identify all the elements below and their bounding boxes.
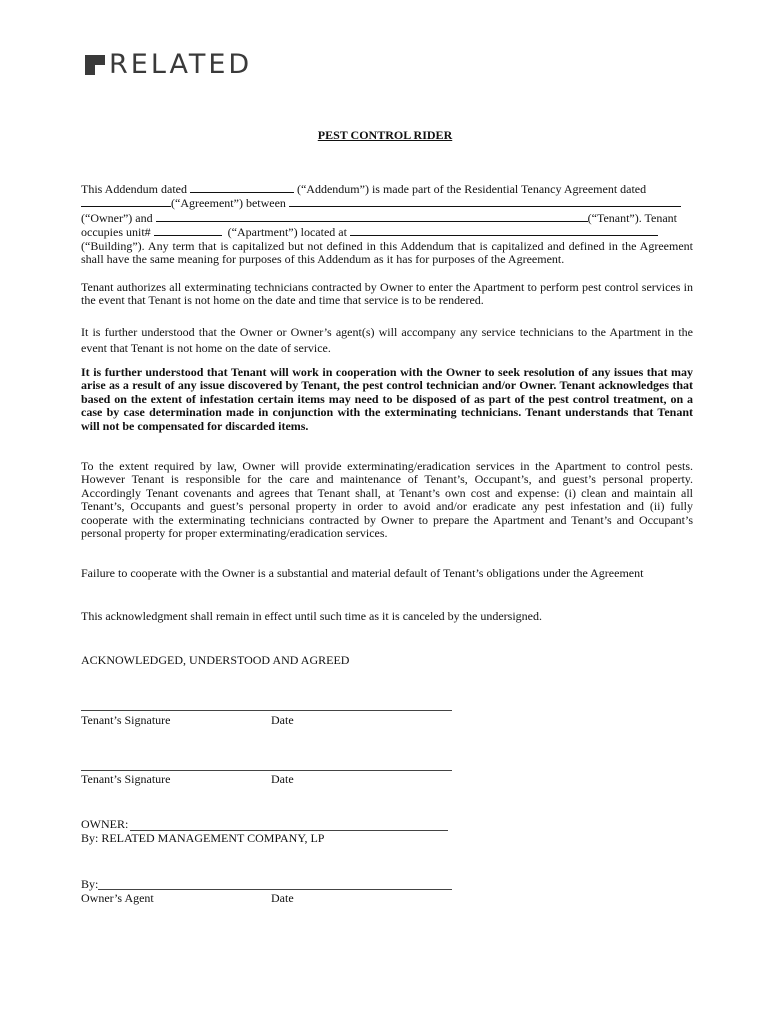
tenant-signature-label-1: Tenant’s Signature [81, 713, 171, 727]
owner-label: OWNER: [81, 817, 129, 831]
paragraph-effect: This acknowledgment shall remain in effect until such time as it is canceled by the undersigned. [81, 609, 542, 623]
acknowledgment-heading: ACKNOWLEDGED, UNDERSTOOD AND AGREED [81, 653, 350, 667]
company-logo [85, 49, 253, 80]
date-label-3: Date [271, 891, 294, 905]
by-label: By: [81, 877, 99, 891]
paragraph-tenant-responsibility: To the extent required by law, Owner will provide exterminating/eradication services in the Apartment to control pests. However Tenant is responsible for the care and maintenance of Tenant’s, Occupant’s, and guest’s personal property. Accordingly Tenant covenants and agrees that Tenant shall, at Tenant’s own cost and expense: (i) clean and maintain all Tenant’s, Occupants and guest’s personal property in order to avoid and/or eradicate any pest infestation and (ii) fully cooperate with the exterminating technicians contracted by Owner to prepare the Apartment and Tenant’s and Occupant’s personal property for proper exterminating/eradication services. [81, 459, 693, 541]
tenant-signature-label-2: Tenant’s Signature [81, 772, 171, 786]
paragraph-authorization: Tenant authorizes all exterminating technicians contracted by Owner to enter the Apartment to perform pest control services in the event that Tenant is not home on the date and time that service is to be rendered. [81, 280, 693, 308]
agreement-date-field[interactable] [81, 196, 171, 207]
logo-mark-icon [85, 55, 105, 75]
paragraph-owner-accompany: It is further understood that the Owner or Owner’s agent(s) will accompany any service technicians to the Apartment in the event that Tenant is not home on the date of service. [81, 325, 693, 355]
intro-line-3: (“Owner”) and (“Tenant”). Tenant [81, 210, 678, 225]
logo-text: RELATED [109, 49, 253, 80]
intro-rest: (“Building”). Any term that is capitalized but not defined in this Addendum that is capitalized and defined in the Agreement shall have the same meaning for purposes of this Addendum as it has for purposes of the Agreement. [81, 238, 693, 267]
intro-line-2: (“Agreement”) between [81, 196, 693, 210]
paragraph-default: Failure to cooperate with the Owner is a substantial and material default of Tenant’s obligations under the Agreement [81, 566, 644, 580]
owner-company: By: RELATED MANAGEMENT COMPANY, LP [81, 831, 325, 845]
intro-line-1: This Addendum dated (“Addendum”) is made part of the Residential Tenancy Agreement dated [81, 182, 647, 196]
document-title [0, 128, 770, 143]
date-label-2: Date [271, 772, 294, 786]
date-label-1: Date [271, 713, 294, 727]
tenant-signature-line-2[interactable] [81, 770, 452, 771]
addendum-date-field[interactable] [190, 182, 294, 193]
document-title-text: PEST CONTROL RIDER [317, 128, 453, 142]
tenant-signature-line-1[interactable] [81, 710, 452, 711]
intro-paragraph [81, 182, 693, 266]
tenant-name-field[interactable] [156, 211, 588, 222]
owner-agent-label: Owner’s Agent [81, 891, 154, 905]
building-address-field[interactable] [350, 225, 658, 236]
paragraph-cooperation: It is further understood that Tenant will work in cooperation with the Owner to seek resolution of any issues that may arise as a result of any issue discovered by Tenant, the pest control technician and/or Owner. Tenant acknowledges that based on the extent of infestation certain items may need to be disposed of as part of the pest control treatment, on a case by case determination made in conjunction with the exterminating technicians. Tenant understands that Tenant will not be compensated for discarded items. [81, 365, 693, 433]
intro-line-4: occupies unit# (“Apartment”) located at [81, 225, 693, 239]
unit-number-field[interactable] [154, 225, 222, 236]
owner-name-field[interactable] [289, 196, 681, 207]
owner-agent-signature-line[interactable] [98, 889, 452, 890]
